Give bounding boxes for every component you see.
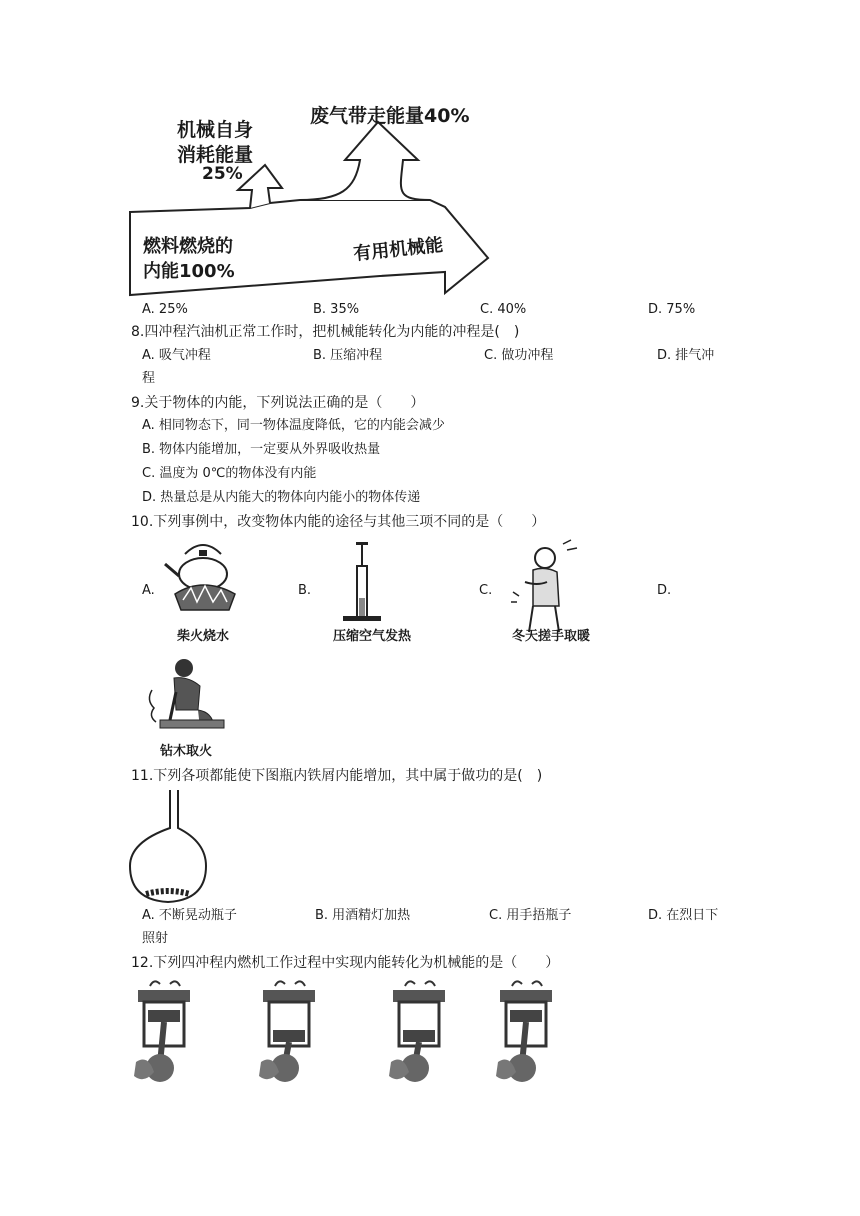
q9-option-c[interactable]: C. 温度为 0℃的物体没有内能	[142, 466, 317, 481]
engine-stroke-image-1	[130, 976, 198, 1088]
q8-option-d-wrap: 程	[142, 371, 156, 386]
q12-stem: 12.下列四冲程内燃机工作过程中实现内能转化为机械能的是（ ）	[131, 955, 560, 971]
engine-stroke-image-3	[385, 976, 453, 1088]
q9-stem: 9.关于物体的内能，下列说法正确的是（ ）	[131, 395, 425, 411]
q11-stem: 11.下列各项都能使下图瓶内铁屑内能增加，其中属于做功的是( )	[131, 768, 543, 784]
q7-option-a[interactable]: A. 25%	[142, 302, 188, 317]
q9-option-b[interactable]: B. 物体内能增加，一定要从外界吸收热量	[142, 442, 381, 457]
q7-option-c[interactable]: C. 40%	[480, 302, 527, 317]
useful-work-label: 有用机械能	[352, 234, 445, 265]
q10-letter-d[interactable]: D.	[657, 583, 672, 598]
q9-option-d[interactable]: D. 热量总是从内能大的物体向内能小的物体传递	[142, 490, 421, 505]
engine-stroke-image-4	[492, 976, 560, 1088]
q11-option-c[interactable]: C. 用手捂瓶子	[489, 908, 572, 923]
q10-caption-c: 冬天搓手取暖	[512, 629, 591, 644]
q8-option-b[interactable]: B. 压缩冲程	[313, 348, 383, 363]
q7-option-b[interactable]: B. 35%	[313, 302, 360, 317]
q10-caption-b: 压缩空气发热	[333, 629, 412, 644]
q11-option-a[interactable]: A. 不断晃动瓶子	[142, 908, 237, 923]
exhaust-label: 废气带走能量40%	[310, 105, 470, 127]
q7-option-d[interactable]: D. 75%	[648, 302, 696, 317]
fuel-label-1: 燃料燃烧的	[143, 236, 233, 257]
q8-option-c[interactable]: C. 做功冲程	[484, 348, 554, 363]
q11-option-d-wrap: 照射	[142, 931, 169, 946]
q10-caption-d: 钻木取火	[160, 744, 213, 759]
q11-option-d[interactable]: D. 在烈日下	[648, 908, 719, 923]
q10-stem: 10.下列事例中，改变物体内能的途径与其他三项不同的是（ ）	[131, 514, 546, 530]
q8-option-d[interactable]: D. 排气冲	[657, 348, 715, 363]
q9-option-a[interactable]: A. 相同物态下，同一物体温度降低，它的内能会减少	[142, 418, 445, 433]
q10-letter-c[interactable]: C.	[479, 583, 493, 598]
mech-loss-label-1: 机械自身	[177, 119, 254, 141]
q11-option-b[interactable]: B. 用酒精灯加热	[315, 908, 411, 923]
fuel-label-2: 内能100%	[143, 261, 235, 282]
q10-caption-a: 柴火烧水	[177, 629, 230, 644]
mech-loss-label-2: 消耗能量	[177, 144, 254, 166]
engine-stroke-image-2	[255, 976, 323, 1088]
q10-letter-a[interactable]: A.	[142, 583, 155, 598]
q10-letter-b[interactable]: B.	[298, 583, 312, 598]
q8-option-a[interactable]: A. 吸气冲程	[142, 348, 211, 363]
q8-stem: 8.四冲程汽油机正常工作时，把机械能转化为内能的冲程是( )	[131, 324, 520, 340]
mech-loss-percent: 25%	[202, 164, 243, 184]
flask-iron-filings-image	[128, 788, 228, 903]
